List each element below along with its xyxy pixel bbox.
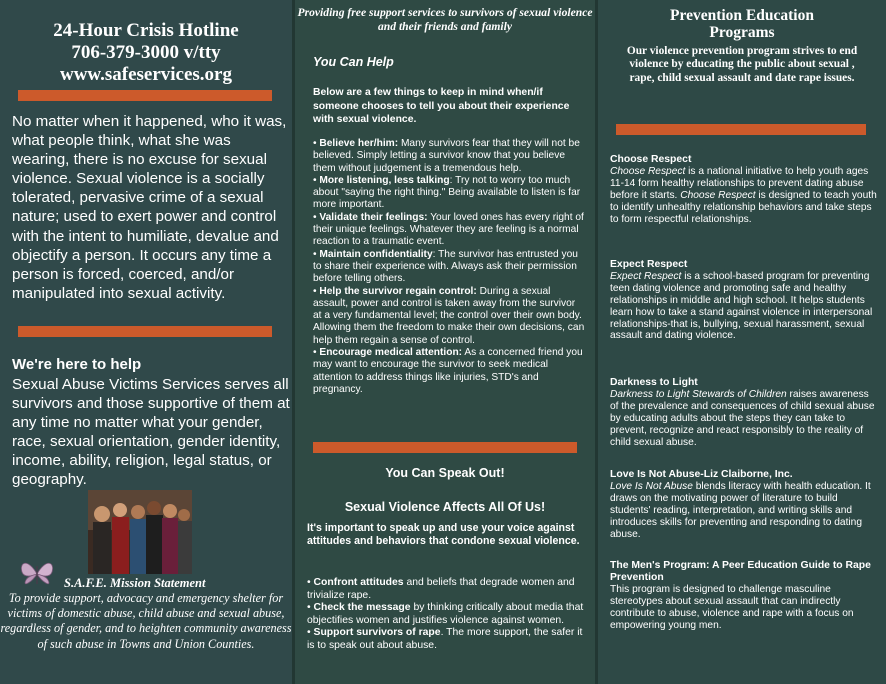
- program-lead: Choose Respect: [610, 165, 686, 177]
- program-text: [610, 584, 880, 632]
- program-lead: Choose Respect: [680, 189, 756, 201]
- program-body: raises awareness of the prevalence and consequences of child sexual abuse by educating adults about the steps they can take to prevent, recognize and react responsibly to the reality of child sexual abuse.: [610, 388, 875, 448]
- list-item: • Believe her/him: Many survivors fear that they will not be believed. Simply letting a survivor know that you believe them without judgement is a tremendous help.: [313, 138, 580, 174]
- right-panel: [598, 0, 886, 684]
- action-text: by thinking critically about media that objectifies women and justifies violence against women.: [307, 602, 584, 626]
- program-body: is a national initiative to help youth ages 11-14 form healthy relationships to prevent dating abuse before it starts.: [610, 165, 869, 201]
- tip-text: : Try not to worry too much about "saying the right thing." Being available to listen is far more important.: [313, 174, 581, 211]
- tip-title: Maintain confidentiality: [319, 248, 433, 260]
- program-heading: Expect Respect: [610, 259, 688, 270]
- list-item: • Encourage medical attention: As a concerned friend you may want to encourage the survivor to seek medical attention to address things like injuries, STD's and pregnancy.: [313, 347, 583, 395]
- program-love-is-not-abuse: [610, 469, 880, 540]
- program-lead: Love Is Not Abuse: [610, 480, 693, 492]
- list-item: • Validate their feelings: Your loved ones has every right of their unique feelings. Whatever they are feeling is a normal reaction to a traumatic event.: [313, 211, 584, 248]
- accent-divider: [18, 326, 272, 337]
- tip-title: Help the survivor regain control:: [319, 285, 477, 297]
- program-text: [610, 389, 880, 449]
- tip-text: During a sexual assault, power and control is taken away from the survivor at a very fundamental level; the control over their own body. Allowing them the freedom to make their own decisions, can help them regain a sense of control.: [313, 285, 585, 346]
- program-body: This program is designed to challenge masculine stereotypes about sexual assault that can indirectly contribute to abuse, violence and rape with a focus on empowering young men.: [610, 583, 854, 631]
- list-item: • Help the survivor regain control: During a sexual assault, power and control is taken away from the survivor at a very fundamental level; the control over their own body. Allowing them the freedom to make their own decisions, can help them regain a sense of control.: [313, 285, 585, 346]
- list-item: • More listening, less talking: Try not to worry too much about "saying the right thing." Being available to listen is far more important.: [313, 174, 581, 211]
- butterfly-icon: [18, 556, 56, 592]
- program-text: [610, 271, 880, 342]
- tagline: Providing free support services to survivors of sexual violence and their friends and family: [297, 6, 593, 33]
- program-lead: Expect Respect: [610, 270, 682, 282]
- prevention-title: Prevention Education Programs: [670, 7, 814, 41]
- program-heading: Choose Respect: [610, 154, 692, 165]
- hotline-url: www.safeservices.org: [59, 64, 232, 85]
- mission-statement: To provide support, advocacy and emergency shelter for victims of domestic abuse, child abuse and sexual abuse, regardless of gender, and to heighten community awareness of such abuse in Towns and Union Counties.: [0, 591, 292, 651]
- help-heading: We're here to help: [12, 356, 142, 373]
- hotline-phone: 706-379-3000 v/tty: [71, 42, 221, 63]
- list-item: • Maintain confidentiality: The survivor has entrusted you to share their experience with. Always ask their permission before telling others.: [313, 248, 578, 285]
- help-intro: Below are a few things to keep in mind when/if someone chooses to tell you about their experience with sexual violence.: [313, 87, 570, 125]
- program-text: [610, 166, 880, 226]
- program-mens-program: [610, 560, 880, 631]
- tip-title: Validate their feelings:: [319, 211, 428, 223]
- group-photo: [88, 490, 192, 574]
- program-expect-respect: [610, 259, 880, 342]
- tips-list: [313, 138, 585, 396]
- action-text: and beliefs that degrade women and trivialize rape.: [307, 577, 575, 601]
- list-item: • Check the message by thinking critically about media that objectifies women and justifies violence against women.: [307, 602, 584, 626]
- program-body: is designed to teach youth to identify unhealthy relationship behaviors and take steps to form respectful relationships.: [610, 189, 877, 225]
- mission-heading: S.A.F.E. Mission Statement: [64, 576, 206, 590]
- speak-intro: It's important to speak up and use your voice against attitudes and behaviors that condone sexual violence.: [307, 522, 580, 547]
- hotline-title: 24-Hour Crisis Hotline: [53, 20, 239, 41]
- program-body: is a school-based program for preventing teen dating violence and promoting safe and healthy relationships in middle and high school. It helps students learn how to take a stand against violence in interpersonal relationships-that is, bullying, sexual harassment, sexual assault and dating violence.: [610, 270, 873, 342]
- actions-list: [307, 577, 585, 653]
- action-title: Support survivors of rape: [313, 627, 441, 639]
- tip-text: Many survivors fear that they will not be believed. Simply letting a survivor know that you believe them without judgement is a tremendous help.: [313, 138, 580, 174]
- accent-divider: [18, 90, 272, 101]
- middle-panel: [295, 0, 595, 684]
- accent-divider: [313, 442, 577, 453]
- list-item: • Support survivors of rape. The more support, the safer it is to speak out about abuse.: [307, 627, 583, 651]
- program-choose-respect: [610, 154, 880, 225]
- tip-title: Believe her/him:: [319, 138, 399, 149]
- list-item: • Confront attitudes and beliefs that degrade women and trivialize rape.: [307, 577, 575, 601]
- program-heading: The Men's Program: A Peer Education Guide to Rape Prevention: [610, 560, 871, 583]
- tip-text: As a concerned friend you may want to encourage the survivor to seek medical attention to address things like injuries, STD's and pregnancy.: [313, 347, 583, 395]
- program-heading: Love Is Not Abuse-Liz Claiborne, Inc.: [610, 469, 793, 480]
- tip-title: More listening, less talking: [319, 174, 450, 186]
- tip-text: Your loved ones has every right of their unique feelings. Whatever they are feeling is a normal reaction to a traumatic event.: [313, 211, 584, 248]
- action-title: Confront attitudes: [313, 577, 404, 588]
- prevention-intro: Our violence prevention program strives to end violence by educating the public about sexual , rape, child sexual assault and date rape issues.: [626, 45, 858, 84]
- intro-paragraph: No matter when it happened, who it was, what people think, what she was wearing, there is no excuse for sexual violence. Sexual violence is a socially tolerated, pervasive crime of a sexual nature; used to exert power and control with the intent to humiliate, devalue and objectify a person. It occurs any time a person is forced, coerced, and/or manipulated into sexual activity.: [12, 113, 287, 302]
- tip-title: Encourage medical attention:: [319, 347, 463, 359]
- speak-out-heading: You Can Speak Out!: [385, 466, 505, 480]
- help-paragraph: Sexual Abuse Victims Services serves all survivors and those supportive of them at any time no matter what your gender, race, sexual orientation, gender identity, income, ability, religion, legal status, or geography.: [12, 376, 290, 489]
- program-darkness-to-light: [610, 377, 880, 448]
- hotline-block: [0, 20, 292, 86]
- tip-text: : The survivor has entrusted you to share their experience with. Always ask their permission before telling others.: [313, 248, 578, 285]
- affects-heading: Sexual Violence Affects All Of Us!: [344, 500, 546, 514]
- left-panel: [0, 0, 292, 684]
- program-body: blends literacy with health education. It draws on the motivating power of literature to build students' reading, interpretation, and writing skills and introduces skills for preventing and responding to dating abuse.: [610, 480, 871, 540]
- accent-divider: [616, 124, 866, 135]
- action-title: Check the message: [313, 602, 411, 614]
- you-can-help-heading: You Can Help: [313, 55, 394, 69]
- program-lead: Darkness to Light Stewards of Children: [610, 388, 787, 400]
- action-text: . The more support, the safer it is to speak out about abuse.: [307, 627, 583, 651]
- program-heading: Darkness to Light: [610, 377, 698, 388]
- program-text: [610, 481, 880, 541]
